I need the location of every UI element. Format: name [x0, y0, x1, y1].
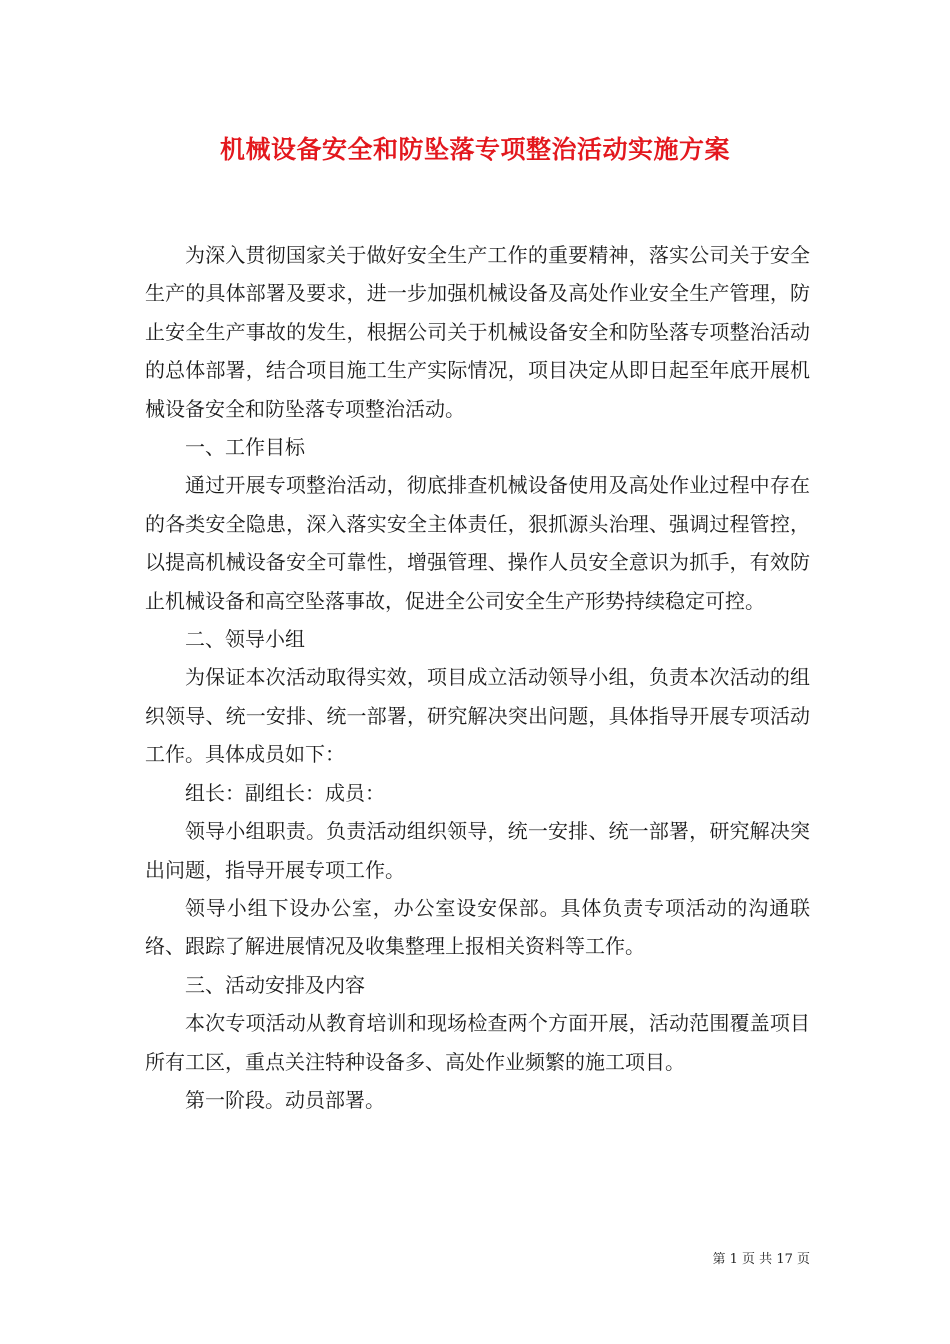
leadership-paragraph: 为保证本次活动取得实效，项目成立活动领导小组，负责本次活动的组织领导、统一安排、统一部署，研究解决突出问题，具体指导开展专项活动工作。具体成员如下：: [145, 665, 810, 767]
section-heading-leadership: 二、领导小组: [185, 627, 305, 652]
phase-one-paragraph: 第一阶段。动员部署。: [185, 1087, 385, 1112]
document-title: 机械设备安全和防坠落专项整治活动实施方案: [219, 135, 730, 164]
goals-paragraph: 通过开展专项整治活动，彻底排查机械设备使用及高处作业过程中存在的各类安全隐患，深入落实安全主体责任，狠抓源头治理、强调过程管控，以提高机械设备安全可靠性，增强管理、操作人员安全意识为抓手，有效防止机械设备和高空坠落事故，促进全公司安全生产形势持续稳定可控。: [145, 473, 810, 613]
intro-paragraph: 为深入贯彻国家关于做好安全生产工作的重要精神，落实公司关于安全生产的具体部署及要求，进一步加强机械设备及高处作业安全生产管理，防止安全生产事故的发生，根据公司关于机械设备安全和防坠落专项整治活动的总体部署，结合项目施工生产实际情况，项目决定从即日起至年底开展机械设备安全和防坠落专项整治活动。: [145, 243, 810, 421]
office-paragraph: 领导小组下设办公室，办公室设安保部。具体负责专项活动的沟通联络、跟踪了解进展情况及收集整理上报相关资料等工作。: [145, 895, 810, 959]
document-body: [145, 236, 810, 1119]
section-heading-goals: 一、工作目标: [185, 435, 305, 460]
leadership-members: 组长：副组长：成员：: [185, 780, 385, 805]
section-heading-arrangement: 三、活动安排及内容: [185, 972, 365, 997]
page-number: 第 1 页 共 17 页: [712, 1252, 810, 1267]
arrangement-paragraph: 本次专项活动从教育培训和现场检查两个方面开展，活动范围覆盖项目所有工区，重点关注特种设备多、高处作业频繁的施工项目。: [145, 1011, 810, 1074]
leadership-duties: 领导小组职责。负责活动组织领导，统一安排、统一部署，研究解决突出问题，指导开展专项工作。: [145, 819, 810, 882]
